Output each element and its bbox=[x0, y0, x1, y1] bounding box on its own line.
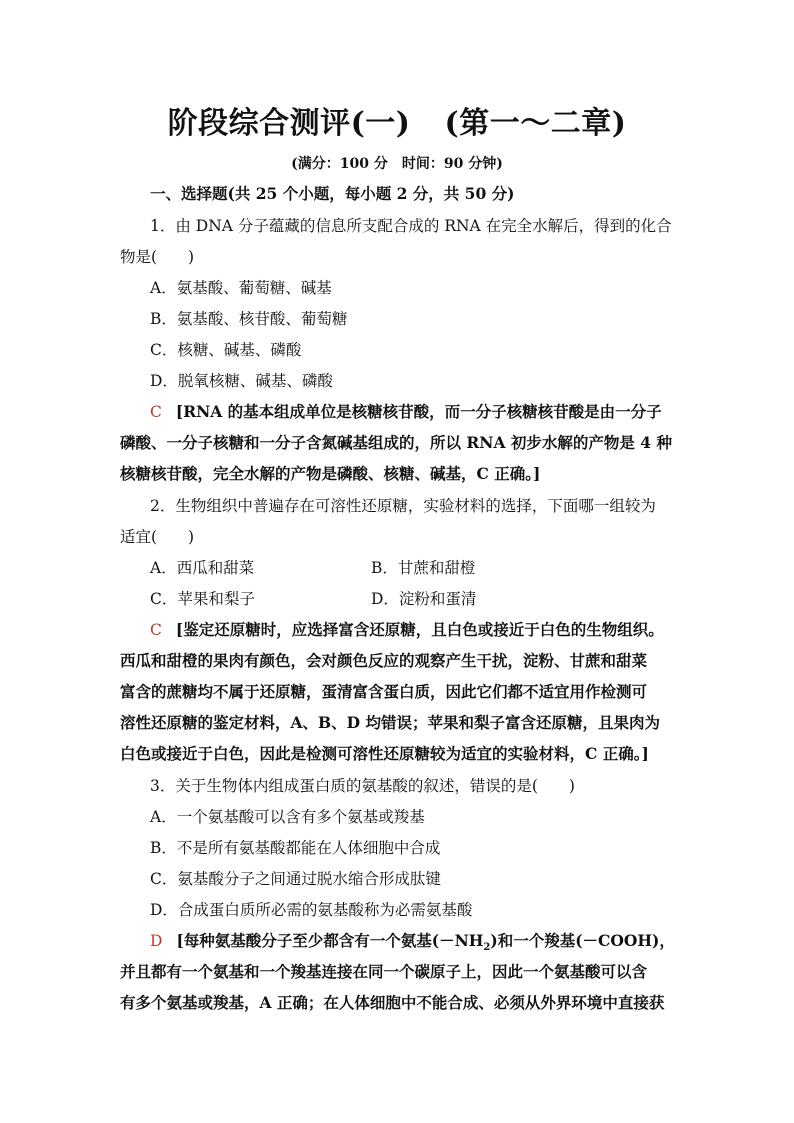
q2-option-d: D．淀粉和蛋清 bbox=[371, 590, 477, 608]
exam-info: (满分：100 分 时间：90 分钟) bbox=[291, 156, 503, 172]
q1-option-d: D．脱氧核糖、碱基、磷酸 bbox=[150, 372, 333, 390]
q1-explanation-text: [RNA 的基本组成单位是核糖核苷酸，而一分子核糖核苷酸是由一分子 bbox=[175, 402, 662, 421]
q1-answer: C bbox=[150, 403, 162, 421]
q3-answer: D bbox=[150, 932, 163, 950]
q1-stem-line1: 1．由 DNA 分子蕴藏的信息所支配合成的 RNA 在完全水解后，得到的化合 bbox=[150, 217, 672, 235]
q1-stem-line2: 物是( ) bbox=[120, 248, 195, 266]
q1-option-c: C．核糖、碱基、磷酸 bbox=[150, 341, 302, 359]
q1-explanation-line1 bbox=[150, 402, 710, 422]
title-main: 阶段综合测评(一) bbox=[167, 106, 411, 141]
section-heading: 一、选择题(共 25 个小题，每小题 2 分，共 50 分) bbox=[150, 184, 515, 203]
q3-option-c: C．氨基酸分子之间通过脱水缩合形成肽键 bbox=[150, 870, 441, 888]
q1-option-b: B．氨基酸、核苷酸、葡萄糖 bbox=[150, 310, 348, 328]
q3-option-b: B．不是所有氨基酸都能在人体细胞中合成 bbox=[150, 839, 441, 857]
q3-option-a: A．一个氨基酸可以含有多个氨基或羧基 bbox=[150, 808, 425, 826]
q2-option-c: C．苹果和梨子 bbox=[150, 590, 255, 608]
q2-explanation-line2: 西瓜和甜橙的果肉有颜色，会对颜色反应的观察产生干扰，淀粉、甘蔗和甜菜 bbox=[120, 651, 648, 670]
q3-explanation-text-b: )和一个羧基(－COOH)， bbox=[490, 931, 675, 950]
q2-stem-line1: 2．生物组织中普遍存在可溶性还原糖，实验材料的选择，下面哪一组较为 bbox=[150, 497, 656, 515]
q3-explanation-line3: 有多个氨基或羧基，A 正确；在人体细胞中不能合成、必须从外界环境中直接获 bbox=[120, 993, 665, 1012]
q2-answer: C bbox=[150, 621, 162, 639]
q3-explanation-line2: 并且都有一个氨基和一个羧基连接在同一个碳原子上，因此一个氨基酸可以含 bbox=[120, 962, 648, 981]
q2-explanation-text: [鉴定还原糖时，应选择富含还原糖，且白色或接近于白色的生物组织。 bbox=[175, 620, 664, 639]
q2-explanation-line5: 白色或接近于白色，因此是检测可溶性还原糖较为适宜的实验材料，C 正确。] bbox=[120, 744, 649, 763]
q3-explanation-text-a: [每种氨基酸分子至少都含有一个氨基(－NH bbox=[176, 931, 484, 950]
q1-explanation-line3: 核糖核苷酸，完全水解的产物是磷酸、核糖、碱基，C 正确。] bbox=[120, 464, 541, 483]
q2-options-row1 bbox=[150, 558, 710, 578]
q1-option-a: A．氨基酸、葡萄糖、碱基 bbox=[150, 279, 332, 297]
q2-explanation-line3: 富含的蔗糖均不属于还原糖，蛋清富含蛋白质，因此它们都不适宜用作检测可 bbox=[120, 682, 648, 701]
q2-explanation-line1 bbox=[150, 620, 710, 640]
q3-subscript: 2 bbox=[483, 942, 491, 954]
q2-stem-line2: 适宜( ) bbox=[120, 528, 195, 546]
q2-option-b: B．甘蔗和甜橙 bbox=[371, 559, 476, 577]
title-chapter: (第一～二章) bbox=[444, 106, 627, 141]
q2-options-row2 bbox=[150, 589, 710, 609]
q3-explanation-line1 bbox=[150, 931, 710, 958]
q2-explanation-line4: 溶性还原糖的鉴定材料，A、B、D 均错误；苹果和梨子富含还原糖，且果肉为 bbox=[120, 713, 660, 732]
q3-stem: 3．关于生物体内组成蛋白质的氨基酸的叙述，错误的是( ) bbox=[150, 777, 575, 795]
q2-option-a: A．西瓜和甜菜 bbox=[150, 559, 255, 577]
q3-option-d: D．合成蛋白质所必需的氨基酸称为必需氨基酸 bbox=[150, 901, 473, 919]
page-title bbox=[0, 98, 794, 142]
q1-explanation-line2: 磷酸、一分子核糖和一分子含氮碱基组成的，所以 RNA 初步水解的产物是 4 种 bbox=[120, 433, 672, 452]
